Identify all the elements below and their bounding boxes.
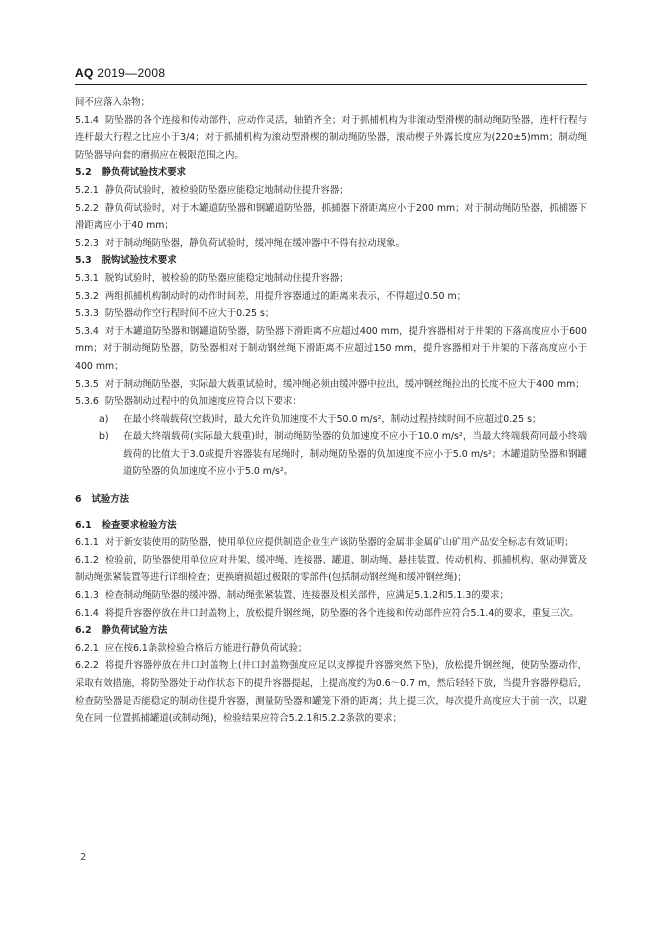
clause-5-3-3: 5.3.3 防坠器动作空行程时间不应大于0.25 s； [75, 308, 275, 320]
clause-5-3-6: 5.3.6 防坠器制动过程中的负加速度应符合以下要求： [75, 396, 302, 408]
clause-6-1-4: 6.1.4 将提升容器停放在井口封盖物上，放松提升钢丝绳，防坠器的各个连接和传动部件应符合5.1.4的要求，重复三次。 [75, 607, 579, 619]
clause-5-2-3: 5.2.3 对于制动绳防坠器，静负荷试验时，缓冲绳在缓冲器中不得有拉动现象。 [75, 237, 405, 249]
page-number: 2 [80, 852, 87, 863]
standard-number: 2019—2008 [97, 66, 166, 80]
clause-5-1-4: 5.1.4 防坠器的各个连接和传动部件，应动作灵活，轴销齐全；对于抓捕机构为非滚动型滑楔的制动绳防坠器，连杆行程与连杆最大行程之比应小于3/4；对于抓捕机构为滚动型滑楔的制动绳防坠器，滚动楔子外露长度应为(220±5)mm；制动绳防坠器导向套的磨损应在极限范围之内。 [75, 114, 587, 161]
clause-5-3-5: 5.3.5 对于制动绳防坠器，实际最大载重试验时，缓冲绳必须由缓冲器中拉出，缓冲钢丝绳拉出的长度不应大于400 mm； [75, 378, 585, 390]
document-body [75, 94, 587, 728]
header-rule [75, 84, 587, 85]
clause-5-3-1: 5.3.1 脱钩试验时，被检验的防坠器应能稳定地制动住提升容器； [75, 272, 349, 284]
heading-6: 6 试验方法 [75, 494, 130, 506]
standard-header [75, 66, 165, 80]
section-gap [75, 481, 587, 491]
heading-5-2: 5.2 静负荷试验技术要求 [75, 167, 186, 179]
section-gap [75, 509, 587, 517]
heading-5-3: 5.3 脱钩试验技术要求 [75, 255, 177, 267]
clause-5-2-1: 5.2.1 静负荷试验时，被检验防坠器应能稳定地制动住提升容器； [75, 184, 349, 196]
clause-5-3-2: 5.3.2 两组抓捕机构制动时的动作时间差，用提升容器通过的距离来表示，不得超过0.50 m； [75, 290, 466, 302]
clause-6-2-1: 6.2.1 应在按6.1条款检验合格后方能进行静负荷试验； [75, 642, 308, 654]
clause-5-3-4: 5.3.4 对于木罐道防坠器和钢罐道防坠器，防坠器下滑距离不应超过400 mm，提升容器相对于井架的下落高度应小于600 mm；对于制动绳防坠器，防坠器相对于制动钢丝绳下滑距离不应超过150 mm，提升容器相对于井架的下落高度应小于400 mm； [75, 325, 587, 372]
clause-6-1-2: 6.1.2 检验前，防坠器使用单位应对井架、缓冲绳、连接器、罐道、制动绳、悬挂装置、传动机构、抓捕机构、驱动弹簧及制动绳张紧装置等进行详细检查；更换磨损超过极限的零部件(包括制动钢丝绳和缓冲钢丝绳)； [75, 554, 587, 584]
clause-6-2-2: 6.2.2 将提升容器停放在井口封盖物上(井口封盖物强度应足以支撑提升容器突然下坠)，放松提升钢丝绳，使防坠器动作，采取有效措施，将防坠器处于动作状态下的提升容器提起，上提高度约为0.6～0.7 m，然后轻轻下放，当提升容器停稳后，检查防坠器是否能稳定的制动住提升容器，测量防坠器和罐笼下滑的距离；共上提三次，每次提升高度应大于前一次，以避免在同一位置抓捕罐道(或制动绳)，检验结果应符合5.2.1和5.2.2条款的要求； [75, 660, 587, 725]
heading-6-1: 6.1 检查要求检验方法 [75, 519, 177, 531]
clause-6-1-1: 6.1.1 对于新安装使用的防坠器，使用单位应提供制造企业生产该防坠器的金属非金属矿山矿用产品安全标志有效证明； [75, 537, 574, 549]
paragraph-continuation: 间不应落入杂物； [75, 97, 151, 108]
standard-code: AQ [75, 66, 94, 80]
clause-6-1-3: 6.1.3 检查制动绳防坠器的缓冲器、制动绳张紧装置、连接器及相关部件，应满足5.1.2和5.1.3的要求； [75, 590, 509, 602]
list-item-a: a) 在最小终端载荷(空载)时，最大允许负加速度不大于50.0 m/s²，制动过程持续时间不应超过0.25 s； [99, 413, 542, 425]
clause-5-2-2: 5.2.2 静负荷试验时，对于木罐道防坠器和钢罐道防坠器，抓捕器下滑距离应小于200 mm；对于制动绳防坠器，抓捕器下滑距离应小于40 mm； [75, 202, 587, 232]
list-item-b: b) 在最大终端载荷(实际最大载重)时，制动绳防坠器的负加速度不应小于10.0 m/s²，当最大终端载荷同最小终端载荷的比值大于3.0或提升容器装有尾绳时，制动绳防坠器的负加速度不应小于5.0 m/s²；木罐道防坠器和钢罐道防坠器的负加速度不应小于5.0 m/s²。 [99, 431, 587, 478]
heading-6-2: 6.2 静负荷试验方法 [75, 625, 168, 637]
